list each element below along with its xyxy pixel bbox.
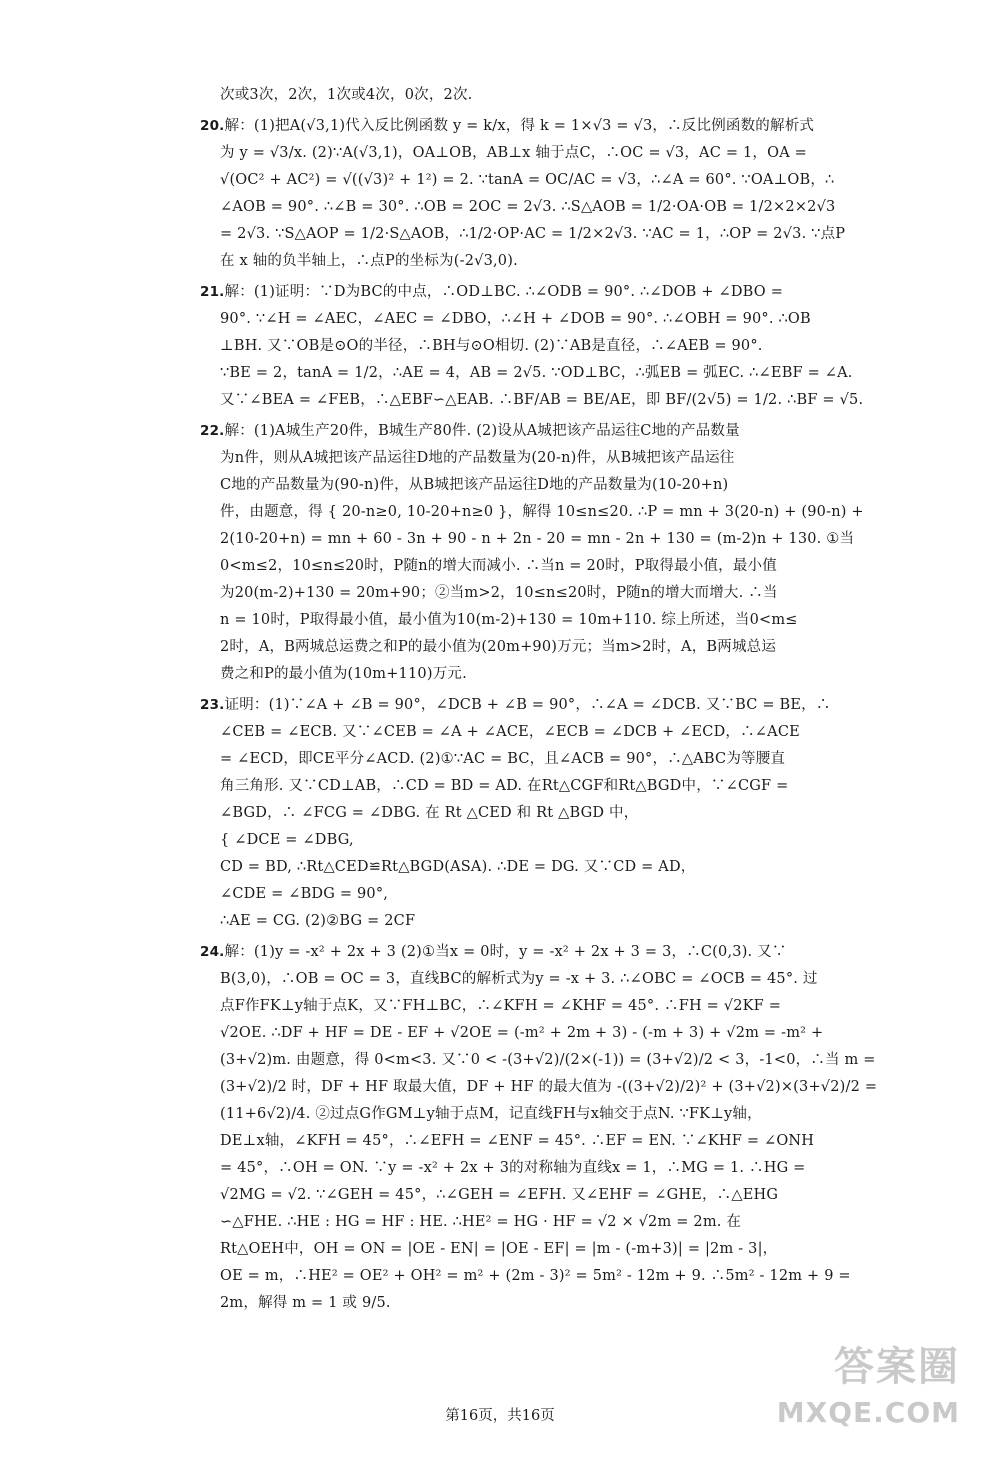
q24-line: DE⊥x轴，∠KFH = 45°，∴∠EFH = ∠ENF = 45°. ∴EF = EN. ∵∠KHF = ∠ONH [220, 1133, 815, 1149]
q20-block [200, 113, 846, 275]
q21-line: 又∵∠BEA = ∠FEB，∴△EBF∽△EAB. ∴BF/AB = BE/AE，即 BF/(2√5) = 1/2. ∴BF = √5. [220, 392, 864, 408]
q20-line: 在 x 轴的负半轴上，∴点P的坐标为(-2√3,0). [220, 253, 518, 269]
q22-line: 2时，A，B两城总运费之和P的最小值为(20m+90)万元；当m>2时，A，B两城总运 [220, 639, 777, 655]
q24-line: ∽△FHE. ∴HE : HG = HF : HE. ∴HE² = HG · HF = √2 × √2m = 2m. 在 [220, 1214, 742, 1230]
q21-line: ∵BE = 2，tanA = 1/2，∴AE = 4，AB = 2√5. ∵OD⊥BC，∴弧EB = 弧EC. ∴∠EBF = ∠A. [220, 365, 853, 381]
q24-block [200, 939, 878, 1317]
q20-number: 20. [200, 118, 225, 134]
q24-line: √2OE. ∴DF + HF = DE - EF + √2OE = (-m² + 2m + 3) - (-m + 3) + √2m = -m² + [220, 1025, 824, 1041]
q22-line: n = 10时，P取得最小值，最小值为10(m-2)+130 = 10m+110. 综上所述，当0<m≤ [220, 612, 798, 628]
q23-number: 23. [200, 697, 225, 713]
q20-line: ∠AOB = 90°. ∴∠B = 30°. ∴OB = 2OC = 2√3. ∴S△AOB = 1/2·OA·OB = 1/2×2×2√3 [220, 199, 836, 215]
q24-line: (3+√2)m. 由题意，得 0<m<3. 又∵0 < -(3+√2)/(2×(-1)) = (3+√2)/2 < 3，-1<0，∴当 m = [220, 1052, 876, 1068]
q22-line: 费之和P的最小值为(10m+110)万元. [220, 666, 467, 682]
q21-number: 21. [200, 284, 225, 300]
q19-tail: 次或3次，2次，1次或4次，0次，2次. [220, 87, 473, 103]
q21-block [200, 279, 864, 414]
q20-line: 为 y = √3/x. (2)∵A(√3,1)，OA⊥OB，AB⊥x 轴于点C，∴OC = √3，AC = 1，OA = [220, 145, 808, 161]
q24-line: (11+6√2)/4. ②过点G作GM⊥y轴于点M，记直线FH与x轴交于点N. ∵FK⊥y轴， [220, 1106, 762, 1122]
q22-line: 为20(m-2)+130 = 20m+90；②当m>2，10≤n≤20时，P随n的增大而增大. ∴当 [220, 585, 778, 601]
q23-line: CD = BD, ∴Rt△CED≌Rt△BGD(ASA). ∴DE = DG. 又∵CD = AD， [220, 859, 696, 875]
q22-line: 解：(1)A城生产20件，B城生产80件. (2)设从A城把该产品运往C地的产品数量 [224, 423, 740, 439]
q22-line: 2(10-20+n) = mn + 60 - 3n + 90 - n + 2n - 20 = mn - 2n + 130 = (m-2)n + 130. ①当 [220, 531, 855, 547]
q24-line: 2m，解得 m = 1 或 9/5. [220, 1295, 391, 1311]
q23-line: ∠CDE = ∠BDG = 90°, [220, 886, 389, 902]
q24-line: 点F作FK⊥y轴于点K，又∵FH⊥BC，∴∠KFH = ∠KHF = 45°. ∴FH = √2KF = [220, 998, 782, 1014]
page-footer: 第16页，共16页 [445, 1408, 555, 1424]
q24-line: (3+√2)/2 时，DF + HF 取最大值，DF + HF 的最大值为 -((3+√2)/2)² + (3+√2)×(3+√2)/2 = [220, 1079, 878, 1095]
q23-line: { ∠DCE = ∠DBG, [220, 832, 354, 848]
q22-number: 22. [200, 423, 225, 439]
q22-line: 0<m≤2，10≤n≤20时，P随n的增大而减小. ∴当n = 20时，P取得最小值，最小值 [220, 558, 777, 574]
q23-line: 证明：(1)∵∠A + ∠B = 90°，∠DCB + ∠B = 90°，∴∠A = ∠DCB. 又∵BC = BE，∴ [224, 697, 831, 713]
q23-line: ∠BGD，∴ ∠FCG = ∠DBG. 在 Rt △CED 和 Rt △BGD 中， [220, 805, 639, 821]
q23-line: = ∠ECD，即CE平分∠ACD. (2)①∵AC = BC，且∠ACB = 90°，∴△ABC为等腰直 [220, 751, 786, 767]
q24-line: B(3,0)，∴OB = OC = 3，直线BC的解析式为y = -x + 3. ∴∠OBC = ∠OCB = 45°. 过 [220, 971, 818, 987]
q22-line: 为n件，则从A城把该产品运往D地的产品数量为(20-n)件，从B城把该产品运往 [220, 450, 735, 466]
watermark-bottom: MXQE.COM [776, 1396, 960, 1429]
q24-line: 解：(1)y = -x² + 2x + 3 (2)①当x = 0时，y = -x² + 2x + 3 = 3，∴C(0,3). 又∵ [224, 944, 787, 960]
q23-block [200, 692, 831, 935]
q20-line: = 2√3. ∵S△AOP = 1/2·S△AOB，∴1/2·OP·AC = 1/2×2√3. ∵AC = 1，∴OP = 2√3. ∵点P [220, 226, 846, 242]
q22-line: C地的产品数量为(90-n)件，从B城把该产品运往D地的产品数量为(10-20+n) [220, 477, 729, 493]
q20-line: 解：(1)把A(√3,1)代入反比例函数 y = k/x，得 k = 1×√3 = √3，∴反比例函数的解析式 [224, 118, 815, 134]
page-content [200, 82, 878, 1317]
q23-line: 角三角形. 又∵CD⊥AB，∴CD = BD = AD. 在Rt△CGF和Rt△BGD中，∵∠CGF = [220, 778, 789, 794]
q22-line: 件，由题意，得 { 20-n≥0, 10-20+n≥0 }，解得 10≤n≤20. ∴P = mn + 3(20-n) + (90-n) + [220, 504, 864, 520]
q24-number: 24. [200, 944, 225, 960]
q23-line: ∠CEB = ∠ECB. 又∵∠CEB = ∠A + ∠ACE，∠ECB = ∠DCB + ∠ECD，∴∠ACE [220, 724, 800, 740]
watermark-logo [750, 1339, 960, 1449]
q22-block [200, 418, 864, 688]
q24-line: Rt△OEH中，OH = ON = |OE - EN| = |OE - EF| = |m - (-m+3)| = |2m - 3|， [220, 1241, 778, 1257]
q23-line: ∴AE = CG. (2)②BG = 2CF [220, 913, 416, 929]
watermark-top: 答案圈 [834, 1344, 960, 1390]
q21-line: 90°. ∵∠H = ∠AEC，∠AEC = ∠DBO，∴∠H + ∠DOB = 90°. ∴∠OBH = 90°. ∴OB [220, 311, 811, 327]
q21-line: 解：(1)证明：∵D为BC的中点，∴OD⊥BC. ∴∠ODB = 90°. ∴∠DOB + ∠DBO = [224, 284, 784, 300]
q24-line: OE = m，∴HE² = OE² + OH² = m² + (2m - 3)² = 5m² - 12m + 9. ∴5m² - 12m + 9 = [220, 1268, 851, 1284]
q24-line: √2MG = √2. ∵∠GEH = 45°，∴∠GEH = ∠EFH. 又∠EHF = ∠GHE，∴△EHG [220, 1187, 779, 1203]
q20-line: √(OC² + AC²) = √((√3)² + 1²) = 2. ∵tanA = OC/AC = √3，∴∠A = 60°. ∵OA⊥OB，∴ [220, 172, 835, 188]
q24-line: = 45°，∴OH = ON. ∵y = -x² + 2x + 3的对称轴为直线x = 1，∴MG = 1. ∴HG = [220, 1160, 806, 1176]
q21-line: ⊥BH. 又∵OB是⊙O的半径，∴BH与⊙O相切. (2)∵AB是直径，∴∠AEB = 90°. [220, 338, 763, 354]
